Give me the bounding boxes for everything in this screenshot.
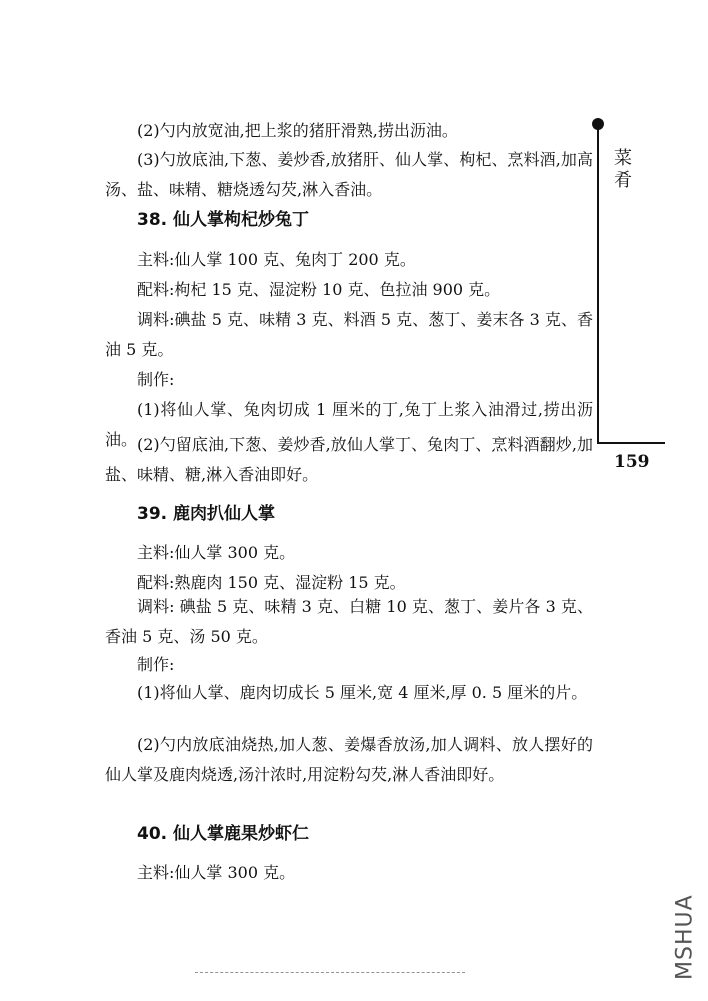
recipe-38-main: 主料:仙人掌 100 克、兔肉丁 200 克。 <box>137 250 416 269</box>
recipe-38-step-1: (1)将仙人掌、兔肉切成 1 厘米的丁,兔丁上浆入油滑过,捞出沥油。 <box>105 400 593 449</box>
recipe-39-seasoning: 调料: 碘盐 5 克、味精 3 克、白糖 10 克、葱丁、姜片各 3 克、香油 5 克、汤 50 克。 <box>105 597 593 646</box>
margin-rail-line <box>597 126 599 444</box>
recipe-39-title: 39. 鹿肉扒仙人掌 <box>137 504 276 524</box>
section-label: 菜肴 <box>614 148 632 191</box>
recipe-39-step-1: (1)将仙人掌、鹿肉切成长 5 厘米,宽 4 厘米,厚 0. 5 厘米的片。 <box>137 683 588 702</box>
recipe-39-aux: 配料:熟鹿肉 150 克、湿淀粉 15 克。 <box>137 573 406 592</box>
recipe-39-method-label: 制作: <box>137 655 175 674</box>
paragraph-step-3: (3)勺放底油,下葱、姜炒香,放猪肝、仙人掌、枸杞、烹料酒,加高汤、盐、味精、糖烧透勾芡,淋入香油。 <box>105 150 593 199</box>
recipe-39-main: 主料:仙人掌 300 克。 <box>137 543 296 562</box>
recipe-40-title: 40. 仙人掌鹿果炒虾仁 <box>137 824 310 844</box>
recipe-38-title: 38. 仙人掌枸杞炒兔丁 <box>137 210 310 230</box>
recipe-40-main: 主料:仙人掌 300 克。 <box>137 863 296 882</box>
recipe-38-aux: 配料:枸杞 15 克、湿淀粉 10 克、色拉油 900 克。 <box>137 280 501 299</box>
scan-artifact-line <box>195 972 465 974</box>
margin-rail-foot <box>597 442 665 444</box>
recipe-39-step-2: (2)勺内放底油烧热,加人葱、姜爆香放汤,加人调料、放人摆好的仙人掌及鹿肉烧透,汤汁浓时,用淀粉勾芡,淋人香油即好。 <box>105 735 593 784</box>
recipe-38-method-label: 制作: <box>137 370 175 389</box>
recipe-38-seasoning: 调料:碘盐 5 克、味精 3 克、料酒 5 克、葱丁、姜末各 3 克、香油 5 克。 <box>105 310 593 359</box>
watermark-logo: MSHUA <box>672 894 698 981</box>
page-number: 159 <box>614 452 650 472</box>
paragraph-step-2: (2)勺内放宽油,把上浆的猪肝滑熟,捞出沥油。 <box>137 121 458 140</box>
recipe-38-step-2: (2)勺留底油,下葱、姜炒香,放仙人掌丁、兔肉丁、烹料酒翻炒,加盐、味精、糖,淋入香油即好。 <box>105 435 593 484</box>
